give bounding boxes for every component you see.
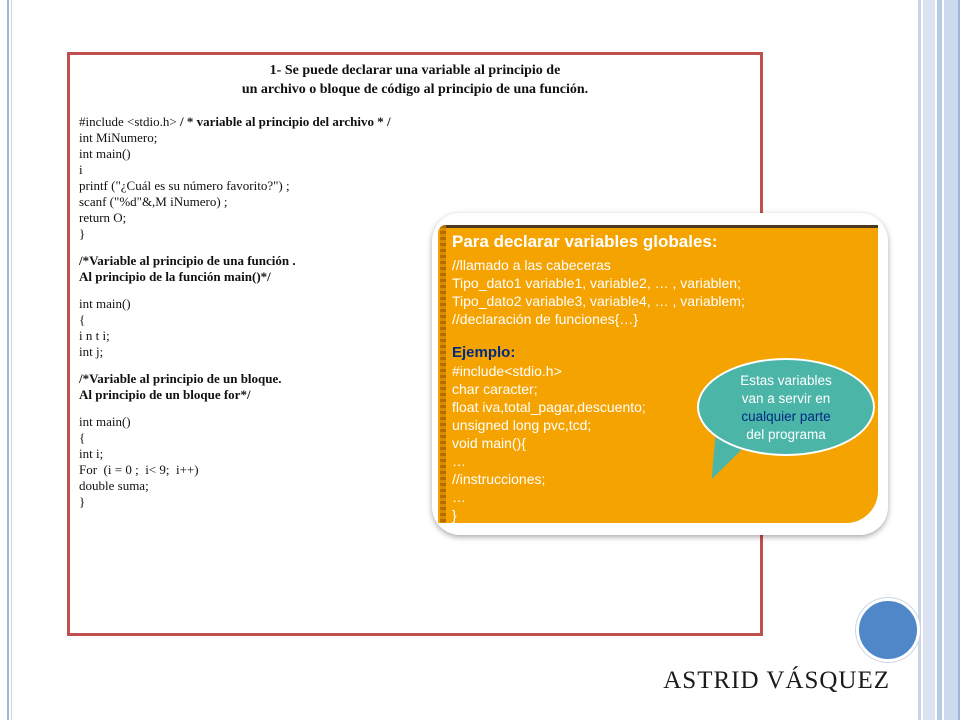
code-comment: Al principio de un bloque for*/ (79, 387, 251, 402)
code-comment: /*Variable al principio de un bloque. (79, 371, 282, 386)
image-top-border (438, 225, 878, 228)
code-line: } (79, 226, 86, 241)
code-line: scanf ("%d"&,M iNumero) ; (79, 194, 228, 209)
code-line: int main() (79, 414, 131, 429)
spacer (452, 328, 872, 344)
image-line: //declaración de funciones{…} (452, 311, 639, 327)
image-line: Tipo_dato1 variable1, variable2, … , variablen; (452, 275, 741, 291)
slide-frame-left-line-inner (11, 0, 12, 720)
image-line: //llamado a las cabeceras (452, 257, 611, 273)
image-line: #include<stdio.h> (452, 363, 562, 379)
slide-right-decoration (918, 0, 921, 720)
bubble-line: van a servir en (741, 391, 831, 406)
image-line: float iva,total_pagar,descuento; (452, 399, 646, 415)
image-line: } (452, 507, 457, 523)
bubble-line: Estas variables (740, 373, 832, 388)
bubble-line: del programa (746, 427, 826, 442)
code-line: } (79, 494, 86, 509)
slide-frame-left-line (7, 0, 9, 720)
image-line: … (452, 453, 466, 469)
image-left-stripe (440, 225, 446, 523)
code-line: return O; (79, 210, 127, 225)
example-label: Ejemplo: (452, 344, 516, 361)
code-line-include (79, 114, 739, 130)
image-line: //instrucciones; (452, 471, 546, 487)
image-line: char caracter; (452, 381, 538, 397)
code-line: { (79, 312, 86, 327)
code-line: i n t i; (79, 328, 110, 343)
image-title: Para declarar variables globales: (452, 232, 718, 251)
heading-line: un archivo o bloque de código al principio de una función. (241, 82, 589, 97)
code-comment: Al principio de la función main()*/ (79, 269, 271, 284)
image-line: … (452, 489, 466, 505)
code-line: int j; (79, 344, 104, 359)
image-line: unsigned long pvc,tcd; (452, 417, 592, 433)
bubble-line-highlight: cualquier parte (741, 409, 831, 424)
code-line: double suma; (79, 478, 149, 493)
code-line: int i; (79, 446, 104, 461)
code-line: int main() (79, 146, 131, 161)
speech-bubble-text (697, 372, 875, 444)
include-directive: #include <stdio.h> (79, 114, 180, 129)
code-line: i (79, 162, 83, 177)
include-comment: / * variable al principio del archivo * / (179, 114, 391, 129)
code-box-heading (70, 61, 760, 99)
code-line: For (i = 0 ; i< 9; i++) (79, 462, 199, 477)
code-line: { (79, 430, 86, 445)
code-line: int MiNumero; (79, 130, 158, 145)
slide-right-decoration (944, 0, 958, 720)
code-line: int main() (79, 296, 131, 311)
image-line: void main(){ (452, 435, 526, 451)
heading-line: 1- Se puede declarar una variable al principio de (269, 63, 561, 78)
image-line: Tipo_dato2 variable3, variable4, … , variablem; (452, 293, 745, 309)
decorative-circle (856, 598, 920, 662)
code-comment: /*Variable al principio de una función . (79, 253, 296, 268)
code-line: printf ("¿Cuál es su número favorito?") ; (79, 178, 290, 193)
slide-right-decoration (937, 0, 942, 720)
author-name: ASTRID VÁSQUEZ (663, 667, 890, 694)
slide-right-decoration (923, 0, 935, 720)
